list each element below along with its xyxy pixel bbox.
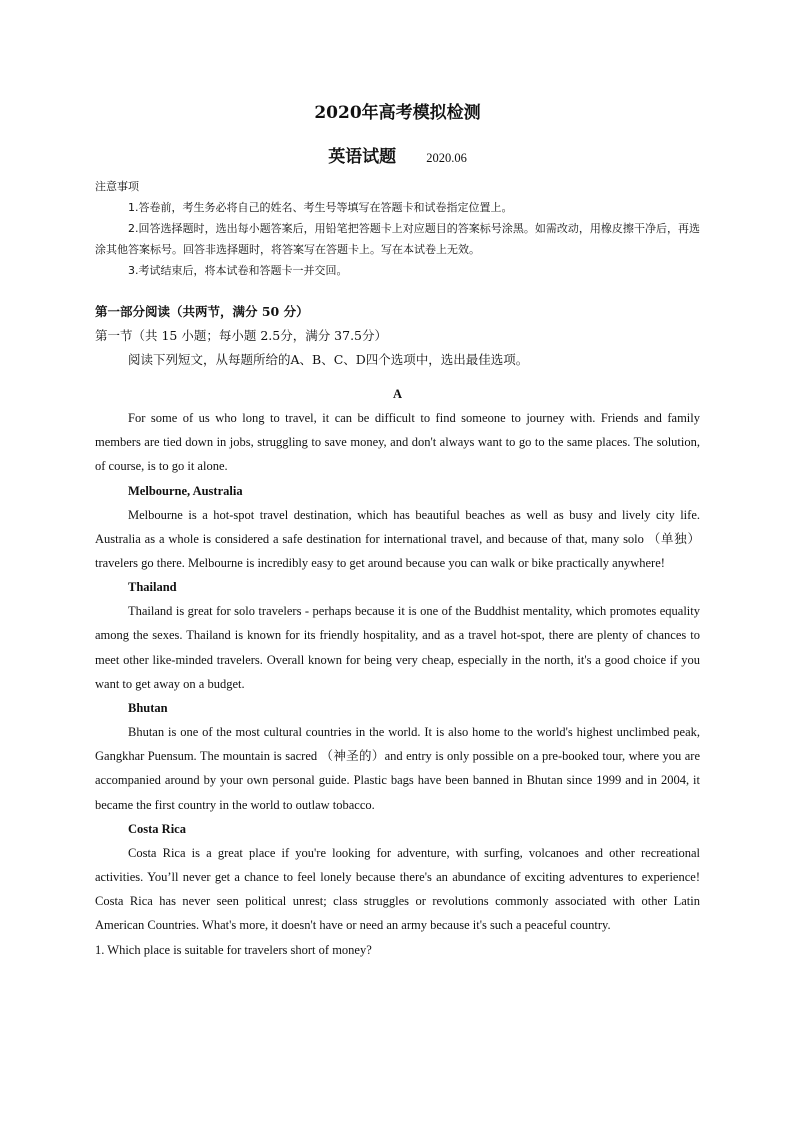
- section-title-thailand: Thailand: [128, 580, 177, 595]
- section-title-costa-rica: Costa Rica: [128, 821, 186, 836]
- section-text-thailand: Thailand is great for solo travelers - perhaps because it is one of the Buddhist mentality, which promotes equality among the sexes. Thailand is known for its friendly hospitality, and as a travel hot-spot, there are plenty of chances to meet other like-minded travelers. Overall known for being very cheap, especially in the north, it's a good choice if you want to get away on a budget.: [95, 604, 700, 691]
- section-title-bhutan: Bhutan: [128, 701, 168, 716]
- passage-label: A: [392, 387, 403, 401]
- exam-subtitle-line: [95, 142, 700, 167]
- exam-title: 2020年高考模拟检测: [314, 103, 481, 123]
- section-text-bhutan: Bhutan is one of the most cultural countries in the world. It is also home to the world's highest unclimbed peak, Gangkhar Puensum. The mountain is sacred （神圣的）and entry is only possible on a pre-booked tour, where you are accompanied around by your own personal guide. Plastic bags have been banned in Bhutan since 1999 and in 2004, it became the first country in the world to outlaw tobacco.: [95, 725, 700, 812]
- section-text-melbourne: Melbourne is a hot-spot travel destination, which has beautiful beaches as well as busy and lively city life. Australia as a whole is considered a safe destination for international travel, and because of that, many solo （单独）travelers go there. Melbourne is incredibly easy to get around because you can walk or bike practically anywhere!: [95, 507, 700, 571]
- notice-item-3: 3.考试结束后，将本试卷和答题卡一并交回。: [128, 264, 348, 277]
- section-title-melbourne: Melbourne, Australia: [128, 483, 243, 498]
- section-text-costa-rica: Costa Rica is a great place if you're looking for adventure, with surfing, volcanoes and other recreational activities. You’ll never get a chance to feel lonely because there's an abundance of exciting adventures to experience! Costa Rica has never seen political unrest; class struggles or revolutions commonly associated with other Latin American Countries. What's more, it doesn't have or need an army because it's such a peaceful country.: [95, 845, 700, 933]
- notice-item-1: 1.答卷前，考生务必将自己的姓名、考生号等填写在答题卡和试卷指定位置上。: [128, 201, 513, 214]
- notice-heading: 注意事项: [95, 180, 139, 193]
- exam-subtitle: 英语试题: [328, 147, 397, 167]
- part1-block: [95, 300, 700, 372]
- section1-heading: 第一节（共 15 小题；每小题 2.5分，满分 37.5分）: [95, 328, 388, 343]
- exam-date: 2020.06: [426, 151, 467, 165]
- instruction-text: 阅读下列短文，从每题所给的A、B、C、D四个选项中，选出最佳选项。: [128, 352, 529, 367]
- question-1: 1. Which place is suitable for travelers short of money?: [95, 942, 372, 957]
- notice-block: [95, 176, 700, 281]
- passage-a: [95, 382, 700, 962]
- notice-item-2: 2.回答选择题时，选出每小题答案后，用铅笔把答题卡上对应题目的答案标号涂黑。如需改动，用橡皮擦干净后，再选涂其他答案标号。回答非选择题时，将答案写在答题卡上。写在本试卷上无效。: [95, 222, 700, 256]
- passage-intro: For some of us who long to travel, it can be difficult to find someone to journey with. Friends and family members are tied down in jobs, struggling to save money, and don't always want to go to the same places. The solution, of course, is to go it alone.: [95, 411, 700, 474]
- part1-heading: 第一部分阅读（共两节，满分 50 分）: [95, 304, 309, 319]
